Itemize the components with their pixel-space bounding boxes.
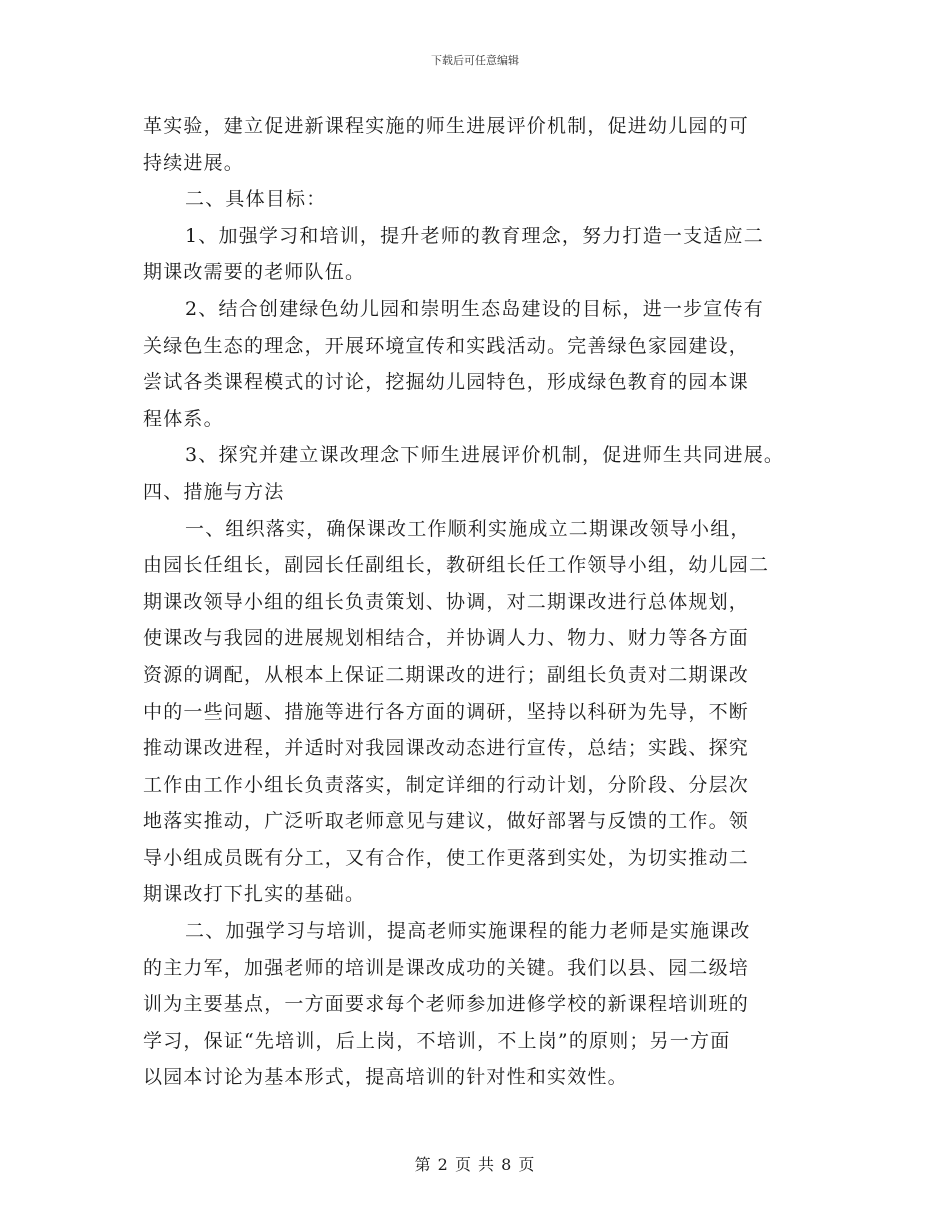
text-line: 二、加强学习与培训，提高老师实施课程的能力老师是实施课改 [185,920,751,943]
text-line: 革实验，建立促进新课程实施的师生进展评价机制，促进幼儿园的可 [143,115,750,137]
text-line: 地落实推动，广泛听取老师意见与建议，做好部署与反馈的工作。领 [143,810,750,833]
text-line: 期课改打下扎实的基础。 [143,883,366,906]
text-line: 一、组织落实，确保课改工作顺利实施成立二期课改领导小组， [185,517,751,540]
text-line: 学习，保证“先培训，后上岗，不培训，不上岗”的原则；另一方面 [143,1029,731,1052]
text-line: 二、具体目标： [185,188,327,211]
text-line: 以园本讨论为基本形式，提高培训的针对性和实效性。 [143,1066,628,1089]
page-header: 下载后可任意编辑 [431,54,519,67]
text-line: 中的一些问题、措施等进行各方面的调研，坚持以科研为先导，不断 [143,700,750,723]
text-line: 由园长任组长，副园长任副组长，教研组长任工作领导小组，幼儿园二 [143,554,770,577]
text-line: 四、措施与方法 [143,480,285,503]
text-line: 推动课改进程，并适时对我园课改动态进行宣传，总结；实践、探究 [143,737,750,760]
text-line: 导小组成员既有分工，又有合作，使工作更落到实处，为切实推动二 [143,846,750,869]
text-line: 3、探究并建立课改理念下师生进展评价机制，促进师生共同进展。 [185,444,785,467]
text-line: 的主力军，加强老师的培训是课改成功的关键。我们以县、园二级培 [143,956,750,979]
text-line: 训为主要基点，一方面要求每个老师参加进修学校的新课程培训班的 [143,993,750,1016]
text-line: 使课改与我园的进展规划相结合，并协调人力、物力、财力等各方面 [143,627,750,650]
text-line: 程体系。 [143,407,224,430]
document-body [143,108,843,1096]
text-line: 期课改领导小组的组长负责策划、协调，对二期课改进行总体规划， [143,590,750,613]
text-line: 1、加强学习和培训，提升老师的教育理念，努力打造一支适应二 [185,224,764,247]
text-line: 2、结合创建绿色幼儿园和崇明生态岛建设的目标，进一步宣传有 [185,297,764,320]
text-line: 期课改需要的老师队伍。 [143,261,366,284]
text-line: 工作由工作小组长负责落实，制定详细的行动计划，分阶段、分层次 [143,773,750,796]
text-line: 持续进展。 [143,151,245,174]
text-line: 资源的调配，从根本上保证二期课改的进行；副组长负责对二期课改 [143,663,750,686]
text-line: 关绿色生态的理念，开展环境宣传和实践活动。完善绿色家园建设， [143,334,750,357]
text-line: 尝试各类课程模式的讨论，挖掘幼儿园特色，形成绿色教育的园本课 [143,371,750,394]
page-footer: 第 2 页 共 8 页 [414,1155,536,1174]
